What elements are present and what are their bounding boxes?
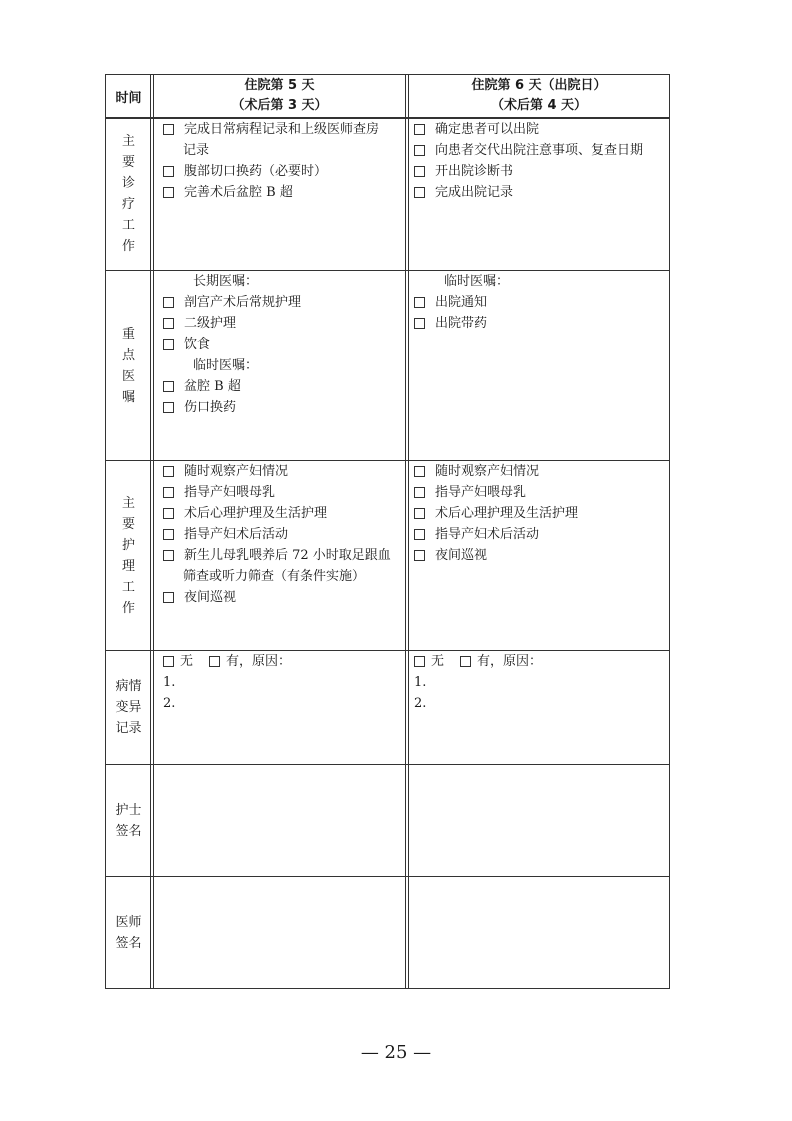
row-label-orders	[106, 271, 151, 460]
temporary-orders-heading: 临时医嘱：	[193, 358, 259, 373]
checklist-item	[159, 503, 403, 524]
header-day6	[409, 76, 669, 118]
variation-options	[410, 651, 668, 672]
checkbox-icon[interactable]	[163, 656, 174, 667]
item-text: 夜间巡视	[435, 548, 488, 563]
checkbox-icon[interactable]	[163, 550, 174, 561]
header-day5-title: 住院第 5 天	[244, 78, 315, 93]
checklist-item	[159, 461, 403, 482]
item-text: 随时观察产妇情况	[184, 464, 289, 479]
variation-has-label: 有，原因：	[226, 654, 292, 669]
doctor-signature-day5-field[interactable]	[153, 878, 403, 987]
checkbox-icon[interactable]	[414, 145, 425, 156]
checklist-item	[159, 119, 403, 140]
row-label-text: 重 点 医 嘱	[121, 326, 135, 405]
checklist-item	[159, 292, 403, 313]
row-label-diagnosis	[106, 118, 151, 270]
table-border-bottom	[105, 988, 670, 989]
checkbox-icon[interactable]	[163, 318, 174, 329]
checklist-item	[159, 313, 403, 334]
variation-reason-2: 2.	[414, 696, 427, 711]
checkbox-icon[interactable]	[163, 487, 174, 498]
variation-reason-1: 1.	[163, 675, 176, 690]
nursing-day6-cell	[410, 461, 668, 566]
header-time: 时间	[115, 91, 142, 106]
nurse-signature-day6-field[interactable]	[409, 766, 668, 875]
row-label-text: 病情 变异 记录	[115, 679, 142, 736]
checkbox-icon[interactable]	[209, 656, 220, 667]
variation-reason-2: 2.	[163, 696, 176, 711]
checkbox-icon[interactable]	[414, 508, 425, 519]
checklist-item	[159, 182, 403, 203]
checklist-item	[410, 182, 668, 203]
table-border-right	[669, 74, 670, 989]
checklist-item	[410, 524, 668, 545]
checkbox-icon[interactable]	[414, 529, 425, 540]
checkbox-icon[interactable]	[163, 124, 174, 135]
checkbox-icon[interactable]	[163, 508, 174, 519]
temporary-orders-heading: 临时医嘱：	[444, 274, 510, 289]
item-text: 腹部切口换药（必要时）	[184, 164, 328, 179]
checklist-item	[410, 313, 668, 334]
checkbox-icon[interactable]	[163, 592, 174, 603]
checkbox-icon[interactable]	[163, 166, 174, 177]
item-text: 确定患者可以出院	[435, 122, 540, 137]
item-text: 饮食	[184, 337, 211, 352]
row-divider	[105, 876, 670, 877]
checkbox-icon[interactable]	[163, 297, 174, 308]
checkbox-icon[interactable]	[163, 187, 174, 198]
header-day5	[154, 76, 405, 118]
checklist-item	[410, 503, 668, 524]
checkbox-icon[interactable]	[163, 529, 174, 540]
item-text-continued: 筛查或听力筛查（有条件实施）	[183, 569, 366, 584]
item-text: 出院带药	[435, 316, 488, 331]
item-text: 指导产妇术后活动	[184, 527, 289, 542]
item-text: 出院通知	[435, 295, 488, 310]
checkbox-icon[interactable]	[414, 466, 425, 477]
checkbox-icon[interactable]	[414, 124, 425, 135]
row-label-doctor-signature	[106, 877, 151, 988]
checkbox-icon[interactable]	[414, 487, 425, 498]
item-text: 夜间巡视	[184, 590, 237, 605]
nurse-signature-day5-field[interactable]	[153, 766, 403, 875]
checklist-item	[159, 545, 403, 566]
checklist-item	[159, 587, 403, 608]
doctor-signature-day6-field[interactable]	[409, 878, 668, 987]
checklist-item	[410, 161, 668, 182]
orders-day6-cell	[410, 271, 668, 334]
item-text: 指导产妇喂母乳	[435, 485, 527, 500]
checkbox-icon[interactable]	[163, 402, 174, 413]
variation-options	[159, 651, 403, 672]
checkbox-icon[interactable]	[414, 297, 425, 308]
checklist-item	[410, 545, 668, 566]
nursing-day5-cell	[159, 461, 403, 608]
diagnosis-day6-cell	[410, 119, 668, 203]
checklist-item	[159, 524, 403, 545]
checkbox-icon[interactable]	[163, 339, 174, 350]
checklist-item	[410, 482, 668, 503]
checkbox-icon[interactable]	[460, 656, 471, 667]
item-text: 二级护理	[184, 316, 237, 331]
variation-has-label: 有，原因：	[477, 654, 543, 669]
checkbox-icon[interactable]	[163, 466, 174, 477]
item-text-continued: 记录	[183, 143, 210, 158]
checklist-item	[159, 334, 403, 355]
row-label-variation	[106, 651, 151, 764]
table-border-top	[105, 74, 670, 75]
header-day6-subtitle: （术后第 4 天）	[490, 98, 588, 113]
checkbox-icon[interactable]	[414, 318, 425, 329]
checkbox-icon[interactable]	[414, 656, 425, 667]
checklist-item	[410, 292, 668, 313]
item-text: 开出院诊断书	[435, 164, 514, 179]
item-text: 术后心理护理及生活护理	[435, 506, 579, 521]
item-text: 完善术后盆腔 B 超	[184, 185, 293, 200]
checklist-item	[159, 397, 403, 418]
item-text: 指导产妇喂母乳	[184, 485, 276, 500]
checkbox-icon[interactable]	[414, 550, 425, 561]
long-term-orders-heading: 长期医嘱：	[193, 274, 259, 289]
orders-day5-cell	[159, 271, 403, 418]
item-text: 盆腔 B 超	[184, 379, 241, 394]
variation-day6-cell	[410, 651, 668, 714]
row-label-text: 主 要 护 理 工 作	[121, 495, 135, 616]
row-label-text: 医师 签名	[115, 914, 142, 951]
checkbox-icon[interactable]	[163, 381, 174, 392]
item-text: 随时观察产妇情况	[435, 464, 540, 479]
item-text: 完成出院记录	[435, 185, 514, 200]
item-text: 向患者交代出院注意事项、复查日期	[435, 143, 644, 158]
variation-reason-1: 1.	[414, 675, 427, 690]
checklist-item	[159, 161, 403, 182]
row-label-text: 主 要 诊 疗 工 作	[121, 134, 135, 254]
item-text: 新生儿母乳喂养后 72 小时取足跟血	[184, 548, 391, 563]
header-day6-title: 住院第 6 天（出院日）	[471, 78, 607, 93]
checklist-item	[410, 461, 668, 482]
checklist-item	[410, 140, 668, 161]
row-divider	[105, 764, 670, 765]
row-label-nursing	[106, 461, 151, 650]
header-day5-subtitle: （术后第 3 天）	[231, 98, 328, 113]
row-label-nurse-signature	[106, 765, 151, 876]
variation-none-label: 无	[180, 654, 194, 669]
item-text: 完成日常病程记录和上级医师查房	[184, 122, 380, 137]
checklist-item	[159, 376, 403, 397]
item-text: 伤口换药	[184, 400, 237, 415]
checkbox-icon[interactable]	[414, 187, 425, 198]
variation-none-label: 无	[431, 654, 445, 669]
item-text: 指导产妇术后活动	[435, 527, 540, 542]
checklist-item	[410, 119, 668, 140]
page-number: — 25 —	[360, 1042, 432, 1063]
checkbox-icon[interactable]	[414, 166, 425, 177]
item-text: 术后心理护理及生活护理	[184, 506, 328, 521]
item-text: 剖宫产术后常规护理	[184, 295, 302, 310]
variation-day5-cell	[159, 651, 403, 714]
row-label-text: 护士 签名	[115, 802, 142, 839]
checklist-item	[159, 482, 403, 503]
diagnosis-day5-cell	[159, 119, 403, 203]
